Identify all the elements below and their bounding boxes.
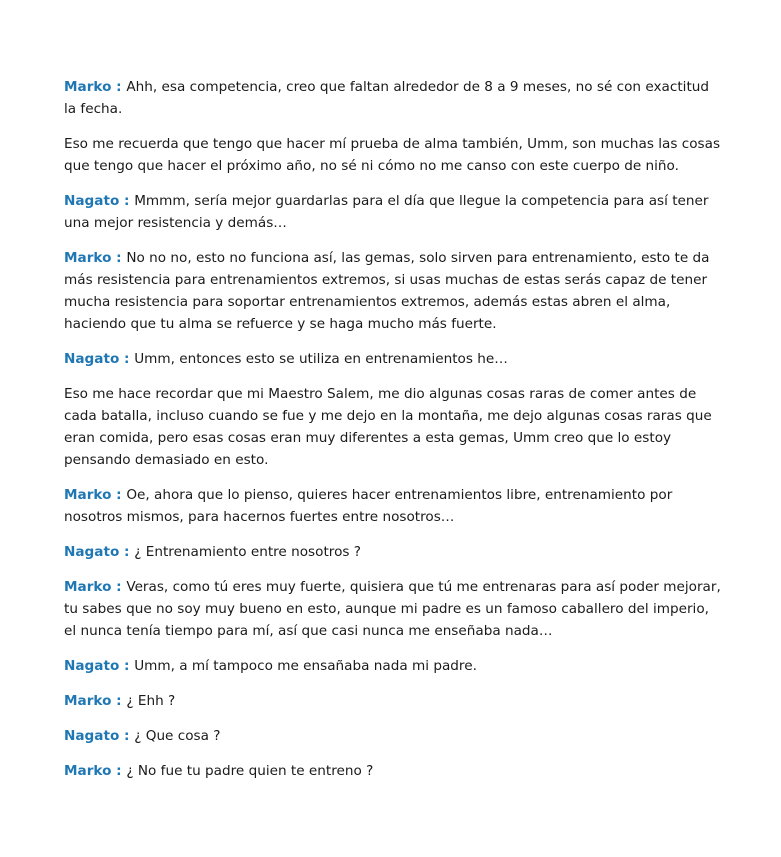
dialogue-paragraph bbox=[64, 190, 724, 234]
speaker-separator: : bbox=[119, 658, 135, 674]
speaker-separator: : bbox=[111, 79, 127, 95]
dialogue-text: ¿ Entrenamiento entre nosotros ? bbox=[134, 544, 362, 560]
dialogue-text: ¿ No fue tu padre quien te entreno ? bbox=[126, 763, 374, 779]
narration-paragraph bbox=[64, 133, 724, 177]
speaker-name: Marko bbox=[64, 763, 112, 779]
dialogue-paragraph bbox=[64, 690, 724, 712]
speaker-separator: : bbox=[111, 250, 127, 266]
dialogue-paragraph bbox=[64, 484, 724, 528]
speaker-name: Nagato bbox=[64, 193, 120, 209]
dialogue-paragraph bbox=[64, 247, 724, 335]
dialogue-paragraph bbox=[64, 348, 724, 370]
dialogue-paragraph bbox=[64, 541, 724, 563]
dialogue-text: Oe, ahora que lo pienso, quieres hacer entrenamientos libre, entrenamiento por nosotros mismos, para hacernos fuertes entre nosotros… bbox=[64, 487, 673, 525]
speaker-name: Nagato bbox=[64, 544, 120, 560]
dialogue-text: Ahh, esa competencia, creo que faltan alrededor de 8 a 9 meses, no sé con exactitud la fecha. bbox=[64, 79, 710, 117]
speaker-name: Marko bbox=[64, 693, 112, 709]
speaker-separator: : bbox=[111, 763, 127, 779]
speaker-separator: : bbox=[119, 728, 135, 744]
speaker-name: Marko bbox=[64, 250, 112, 266]
speaker-separator: : bbox=[111, 487, 127, 503]
speaker-name: Nagato bbox=[64, 728, 120, 744]
dialogue-text: Veras, como tú eres muy fuerte, quisiera que tú me entrenaras para así poder mejorar, tu sabes que no soy muy bueno en esto, aunque mi padre es un famoso caballero del imperio, el nunca tenía tiempo para mí, así que casi nunca me enseñaba nada… bbox=[64, 579, 721, 639]
narration-paragraph bbox=[64, 383, 724, 471]
dialogue-text: ¿ Ehh ? bbox=[126, 693, 176, 709]
speaker-name: Marko bbox=[64, 79, 112, 95]
speaker-name: Marko bbox=[64, 579, 112, 595]
speaker-separator: : bbox=[119, 193, 135, 209]
speaker-name: Nagato bbox=[64, 658, 120, 674]
dialogue-paragraph bbox=[64, 760, 724, 782]
dialogue-paragraph bbox=[64, 576, 724, 642]
speaker-name: Nagato bbox=[64, 351, 120, 367]
dialogue-text: Umm, a mí tampoco me ensañaba nada mi padre. bbox=[134, 658, 477, 674]
dialogue-text: ¿ Que cosa ? bbox=[134, 728, 221, 744]
narration-text: Eso me recuerda que tengo que hacer mí prueba de alma también, Umm, son muchas las cosas que tengo que hacer el próximo año, no sé ni cómo no me canso con este cuerpo de niño. bbox=[64, 136, 721, 174]
speaker-separator: : bbox=[119, 544, 135, 560]
dialogue-paragraph bbox=[64, 725, 724, 747]
dialogue-text: Umm, entonces esto se utiliza en entrenamientos he… bbox=[134, 351, 508, 367]
dialogue-text: No no no, esto no funciona así, las gemas, solo sirven para entrenamiento, esto te da más resistencia para entrenamientos extremos, si usas muchas de estas serás capaz de tener mucha resistencia para soportar entrenamientos extremos, además estas abren el alma, haciendo que tu alma se refuerce y se haga mucho más fuerte. bbox=[64, 250, 710, 332]
speaker-separator: : bbox=[111, 579, 127, 595]
dialogue-paragraph bbox=[64, 655, 724, 677]
speaker-name: Marko bbox=[64, 487, 112, 503]
narration-text: Eso me hace recordar que mi Maestro Salem, me dio algunas cosas raras de comer antes de cada batalla, incluso cuando se fue y me dejo en la montaña, me dejo algunas cosas raras que eran comida, pero esas cosas eran muy diferentes a esta gemas, Umm creo que lo estoy pensando demasiado en esto. bbox=[64, 386, 712, 468]
dialogue-paragraph bbox=[64, 76, 724, 120]
speaker-separator: : bbox=[111, 693, 127, 709]
speaker-separator: : bbox=[119, 351, 135, 367]
document-page bbox=[64, 76, 724, 795]
dialogue-text: Mmmm, sería mejor guardarlas para el día que llegue la competencia para así tener una mejor resistencia y demás… bbox=[64, 193, 709, 231]
